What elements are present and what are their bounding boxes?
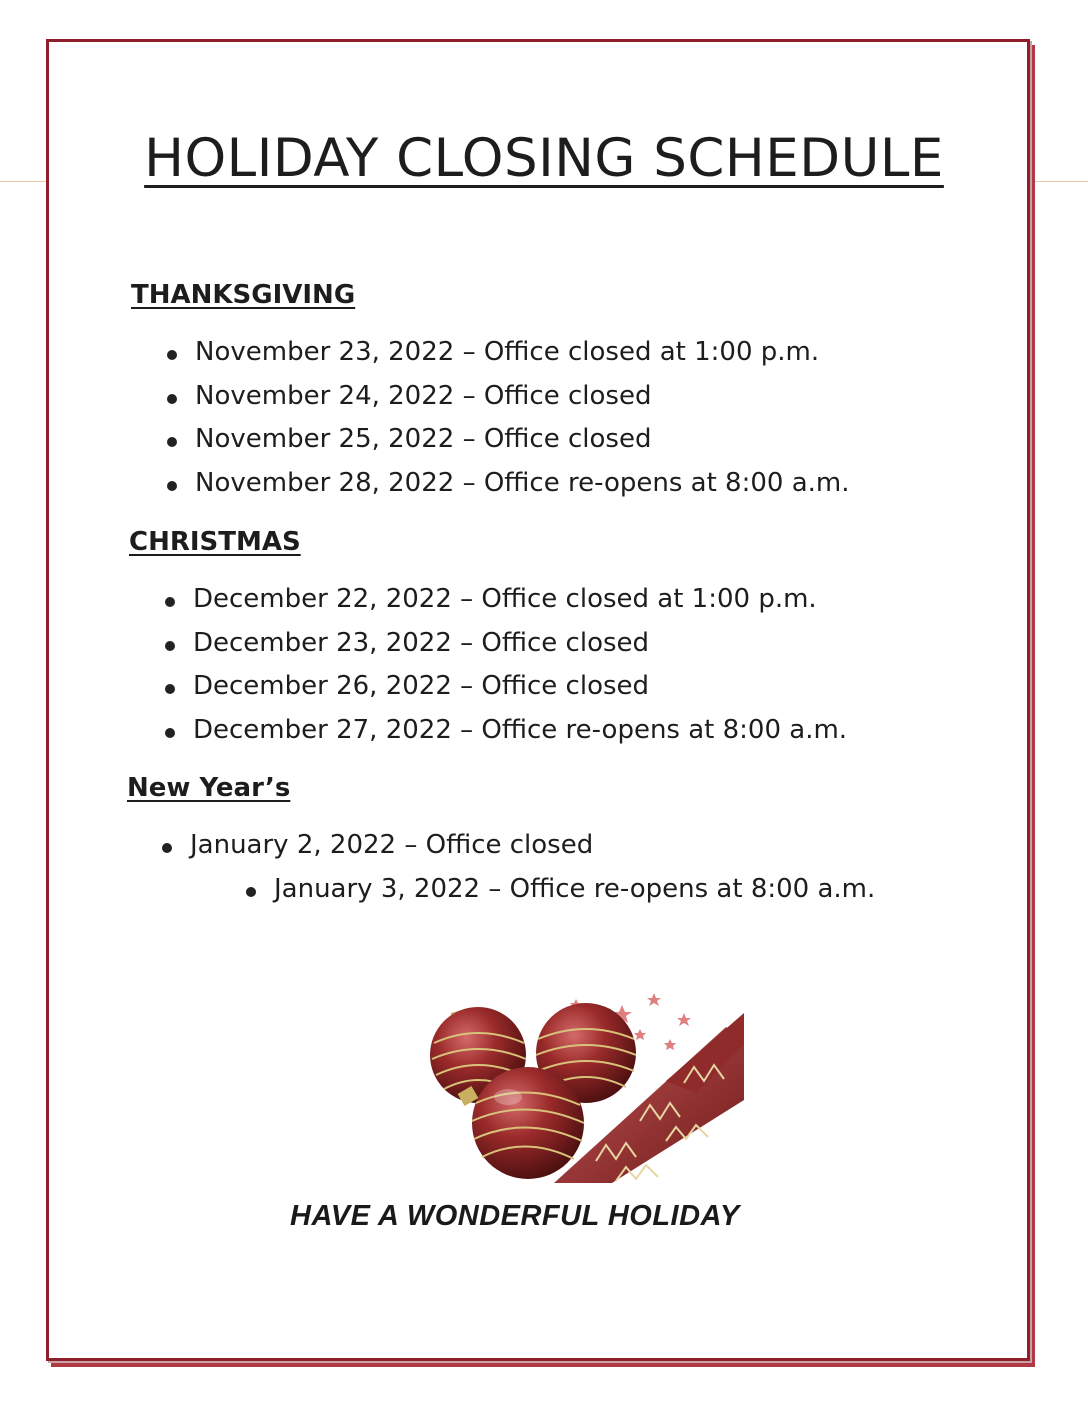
list-item: January 3, 2022 – Office re-opens at 8:00 a.m. bbox=[274, 874, 876, 904]
bullet-icon bbox=[167, 437, 177, 447]
list-item: November 24, 2022 – Office closed bbox=[195, 381, 652, 411]
list-item: November 23, 2022 – Office closed at 1:00 p.m. bbox=[195, 337, 820, 367]
bullet-icon bbox=[167, 350, 177, 360]
list-item: January 2, 2022 – Office closed bbox=[190, 830, 594, 860]
section-heading-new-years: New Year’s bbox=[127, 773, 291, 803]
bullet-icon bbox=[167, 481, 177, 491]
list-item: December 26, 2022 – Office closed bbox=[193, 671, 650, 701]
bullet-icon bbox=[162, 843, 172, 853]
bullet-icon bbox=[165, 728, 175, 738]
list-item: December 23, 2022 – Office closed bbox=[193, 628, 650, 658]
bullet-icon bbox=[165, 641, 175, 651]
closing-message: HAVE A WONDERFUL HOLIDAY bbox=[290, 1200, 740, 1232]
page-title: HOLIDAY CLOSING SCHEDULE bbox=[144, 128, 944, 189]
bullet-icon bbox=[246, 887, 256, 897]
list-item: December 27, 2022 – Office re-opens at 8:00 a.m. bbox=[193, 715, 848, 745]
christmas-ornaments-image bbox=[426, 985, 744, 1183]
list-item: December 22, 2022 – Office closed at 1:00 p.m. bbox=[193, 584, 817, 614]
bullet-icon bbox=[165, 684, 175, 694]
list-item: November 25, 2022 – Office closed bbox=[195, 424, 652, 454]
list-item: November 28, 2022 – Office re-opens at 8:00 a.m. bbox=[195, 468, 850, 498]
section-heading-thanksgiving: THANKSGIVING bbox=[131, 280, 356, 310]
bullet-icon bbox=[167, 394, 177, 404]
bullet-icon bbox=[165, 597, 175, 607]
section-heading-christmas: CHRISTMAS bbox=[129, 527, 301, 557]
